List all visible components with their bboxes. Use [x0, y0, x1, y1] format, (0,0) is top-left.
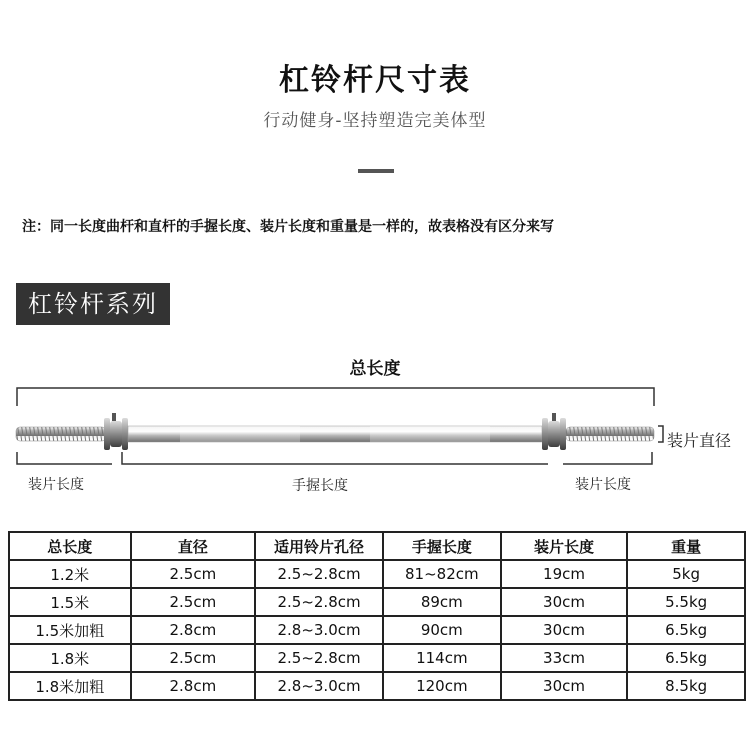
- knurling-left: [180, 426, 300, 442]
- plate-length-left-bracket: [17, 452, 112, 464]
- plate-length-right-label: 装片长度: [575, 477, 631, 493]
- cell-total-length: 1.5米: [9, 588, 131, 616]
- plate-length-right-bracket: [563, 452, 652, 464]
- right-sleeve: [566, 427, 654, 441]
- cell-grip-length: 89cm: [383, 588, 501, 616]
- plate-length-left-label: 装片长度: [28, 477, 84, 493]
- grip-length-label: 手握长度: [292, 478, 348, 494]
- cell-plate-length: 30cm: [501, 588, 628, 616]
- header-diameter: 直径: [131, 532, 256, 560]
- total-length-bracket: [17, 388, 654, 406]
- cell-grip-length: 114cm: [383, 644, 501, 672]
- page-title: 杠铃杆尺寸表: [279, 63, 471, 98]
- table-row: [9, 588, 745, 616]
- cell-diameter: 2.8cm: [131, 616, 256, 644]
- table-header-row: [9, 532, 745, 560]
- cell-total-length: 1.2米: [9, 560, 131, 588]
- cell-plate-hole: 2.5~2.8cm: [255, 560, 383, 588]
- plate-diameter-label: 装片直径: [667, 431, 732, 450]
- header-plate-length: 装片长度: [501, 532, 628, 560]
- cell-plate-length: 30cm: [501, 616, 628, 644]
- cell-weight: 6.5kg: [627, 644, 745, 672]
- table-row: [9, 672, 745, 700]
- cell-plate-hole: 2.5~2.8cm: [255, 644, 383, 672]
- left-collar: [104, 413, 128, 450]
- cell-weight: 6.5kg: [627, 616, 745, 644]
- note-text: 注：同一长度曲杆和直杆的手握长度、装片长度和重量是一样的，故表格没有区分来写: [22, 219, 554, 235]
- header-grip-length: 手握长度: [383, 532, 501, 560]
- table-row: [9, 616, 745, 644]
- table-row: [9, 644, 745, 672]
- cell-plate-hole: 2.8~3.0cm: [255, 672, 383, 700]
- cell-total-length: 1.8米加粗: [9, 672, 131, 700]
- cell-weight: 8.5kg: [627, 672, 745, 700]
- cell-diameter: 2.5cm: [131, 644, 256, 672]
- cell-weight: 5.5kg: [627, 588, 745, 616]
- cell-plate-hole: 2.8~3.0cm: [255, 616, 383, 644]
- title-divider: [358, 169, 394, 173]
- spec-table: [8, 531, 746, 701]
- cell-plate-length: 30cm: [501, 672, 628, 700]
- total-length-label: 总长度: [349, 359, 401, 379]
- series-label: 杠铃杆系列: [16, 283, 170, 325]
- cell-grip-length: 90cm: [383, 616, 501, 644]
- cell-plate-hole: 2.5~2.8cm: [255, 588, 383, 616]
- cell-total-length: 1.5米加粗: [9, 616, 131, 644]
- cell-diameter: 2.5cm: [131, 560, 256, 588]
- left-sleeve: [16, 427, 106, 441]
- cell-plate-length: 33cm: [501, 644, 628, 672]
- cell-diameter: 2.5cm: [131, 588, 256, 616]
- barbell-diagram: [0, 380, 750, 470]
- cell-grip-length: 81~82cm: [383, 560, 501, 588]
- cell-plate-length: 19cm: [501, 560, 628, 588]
- cell-diameter: 2.8cm: [131, 672, 256, 700]
- header-plate-hole: 适用铃片孔径: [255, 532, 383, 560]
- cell-weight: 5kg: [627, 560, 745, 588]
- cell-grip-length: 120cm: [383, 672, 501, 700]
- cell-total-length: 1.8米: [9, 644, 131, 672]
- grip-length-bracket: [122, 452, 548, 464]
- knurling-right: [370, 426, 490, 442]
- diameter-bracket: [658, 426, 663, 442]
- table-row: [9, 560, 745, 588]
- header-weight: 重量: [627, 532, 745, 560]
- page-subtitle: 行动健身-坚持塑造完美体型: [263, 111, 487, 131]
- header-total-length: 总长度: [9, 532, 131, 560]
- right-collar: [542, 413, 566, 450]
